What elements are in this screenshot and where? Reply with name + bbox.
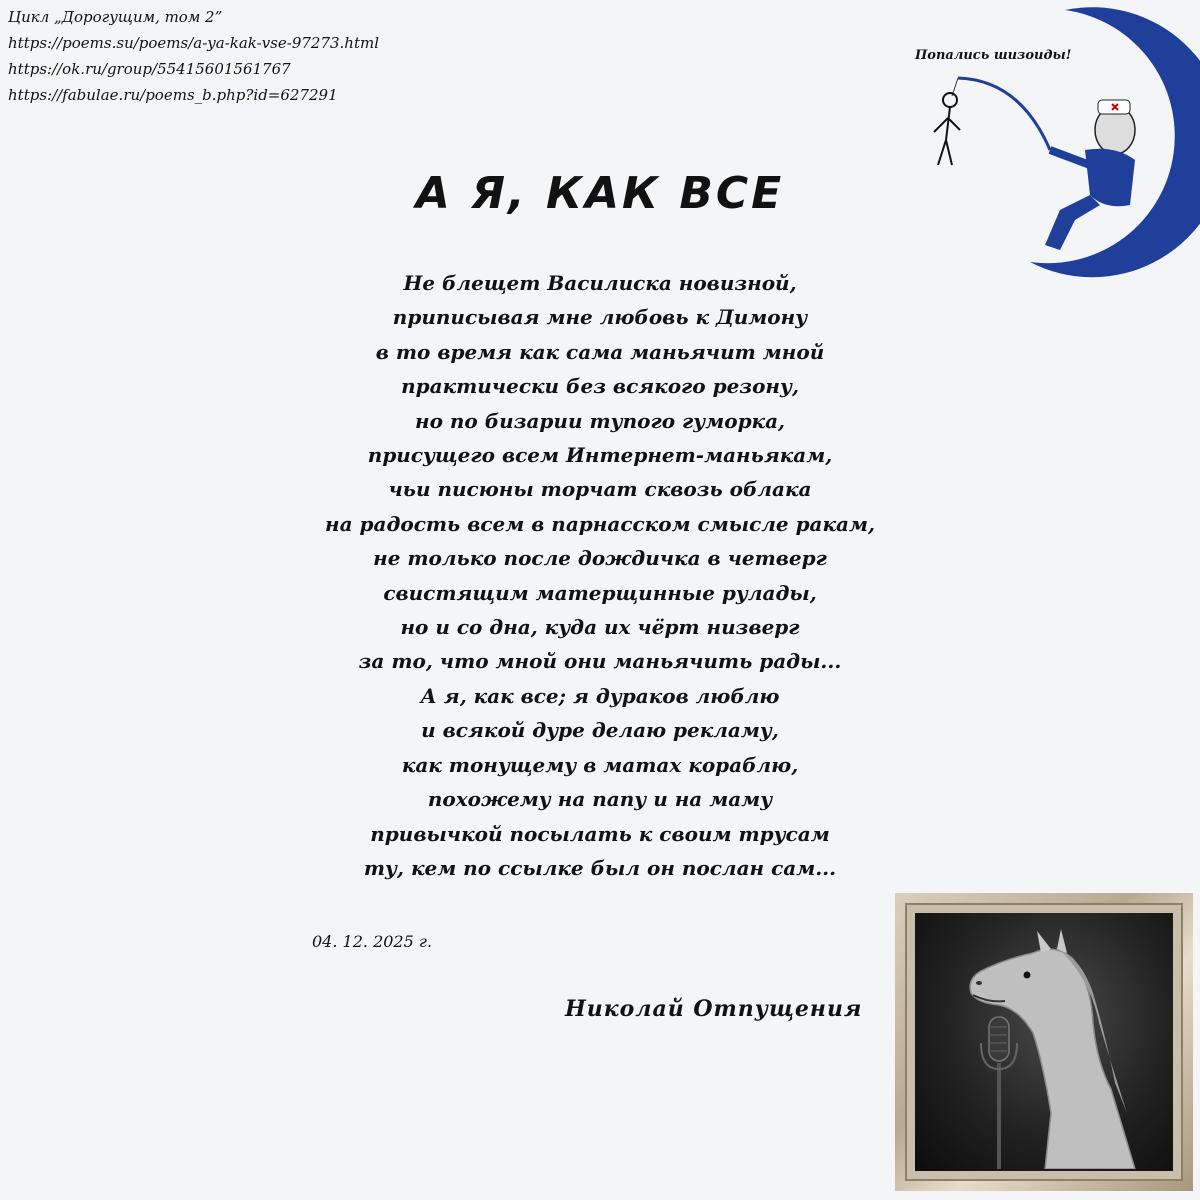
horse-microphone-picture: [915, 913, 1173, 1171]
poem-line: свистящим матерщинные рулады,: [383, 580, 817, 605]
poem-line: но и со дна, куда их чёрт низверг: [400, 615, 800, 640]
poem-line: приписывая мне любовь к Димону: [392, 305, 808, 330]
poem-line: привычкой посылать к своим трусам: [370, 821, 830, 846]
poem-line: чьи писюны торчат сквозь облака: [388, 477, 812, 502]
poem-line: ту, кем по ссылке был он послан сам...: [363, 855, 837, 880]
poem-line: Не блещет Василиска новизной,: [403, 271, 797, 295]
poem-line: практически без всякого резону,: [401, 374, 799, 399]
source-link-fabulae[interactable]: https://fabulae.ru/poems_b.php?id=627291: [8, 86, 338, 104]
source-link-ok[interactable]: https://ok.ru/group/55415601561767: [8, 60, 291, 78]
logo-caption: Попались шизоиды!: [915, 48, 1072, 63]
poem-line: А я, как все; я дураков люблю: [420, 683, 780, 708]
poem-line: и всякой дуре делаю рекламу,: [421, 718, 779, 743]
poem-line: на радость всем в парнасском смысле ракам,: [325, 511, 875, 536]
poem-body: [300, 266, 900, 885]
poem-line: в то время как сама маньячит мной: [375, 339, 825, 364]
poem-line: присущего всем Интернет-маньякам,: [367, 443, 833, 468]
cycle-title: Цикл „Дорогущим, том 2”: [8, 8, 223, 26]
poem-line: как тонущему в матах кораблю,: [401, 752, 799, 777]
source-link-poems[interactable]: https://poems.su/poems/a-ya-kak-vse-97273.html: [8, 34, 380, 52]
poem-title: А Я, КАК ВСЕ: [415, 168, 785, 219]
poem-author: Николай Отпущения: [565, 996, 863, 1022]
poem-date: 04. 12. 2025 г.: [312, 932, 433, 951]
poem-line: за то, что мной они маньячить рады...: [358, 649, 842, 674]
picture-frame: [895, 893, 1193, 1191]
header-meta: [8, 4, 379, 108]
poem-line: но по бизарии тупого гуморка,: [414, 408, 786, 433]
moon-fisherman-icon: [900, 0, 1200, 280]
poem-line: похожему на папу и на маму: [427, 787, 773, 812]
poem-line: не только после дождичка в четверг: [373, 546, 827, 571]
